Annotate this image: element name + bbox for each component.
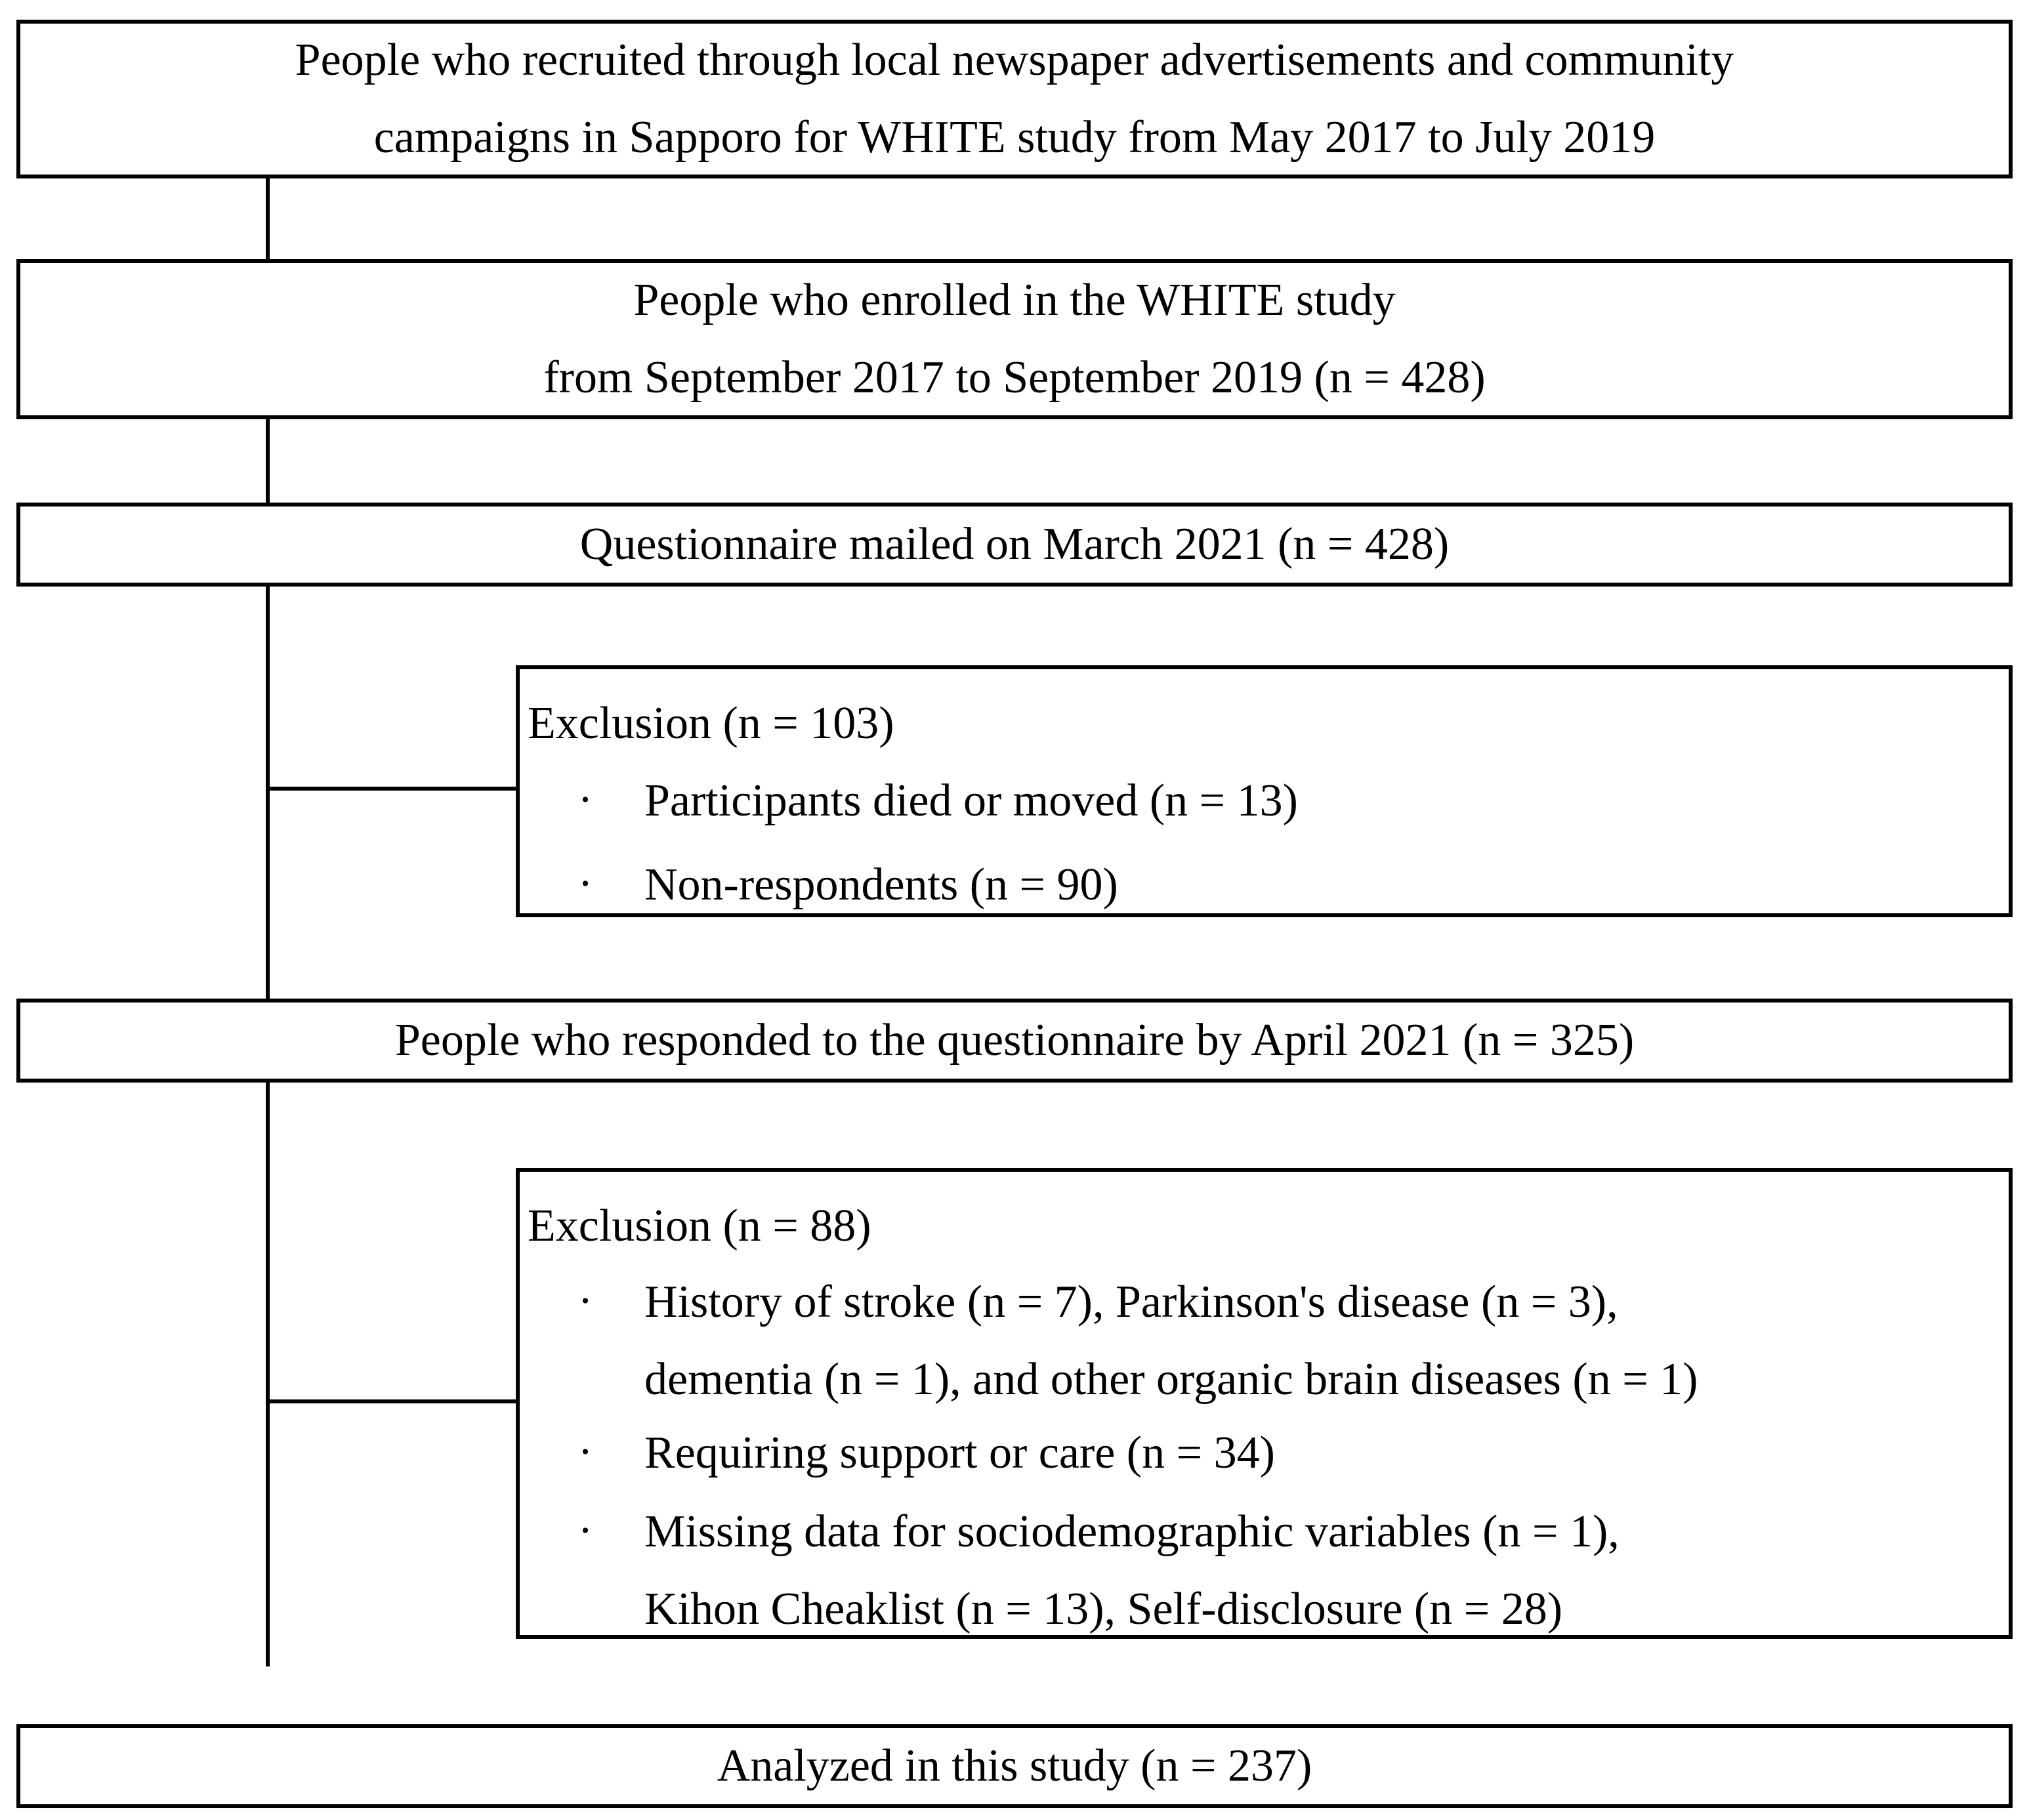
connector-main-trunk bbox=[266, 583, 270, 1666]
bullet-dot-icon: ・ bbox=[571, 869, 600, 901]
exclusion-1-item-2 bbox=[571, 846, 1118, 924]
exclusion-2-item-1 bbox=[571, 1264, 1698, 1418]
box-exclusion-2 bbox=[516, 1168, 2013, 1639]
exclusion-1-item-1-line-1: Participants died or moved (n = 13) bbox=[644, 776, 1298, 826]
exclusion-2-item-3-line-2: Kihon Cheaklist (n = 13), Self-disclosure (n = 28) bbox=[644, 1584, 1563, 1634]
connector-branch-exclusion2 bbox=[266, 1399, 519, 1403]
bullet-dot-icon: ・ bbox=[571, 1437, 600, 1469]
exclusion-2-item-2-line-1: Requiring support or care (n = 34) bbox=[644, 1428, 1275, 1478]
bullet-dot-icon: ・ bbox=[571, 785, 600, 817]
box-responded-line1: People who responded to the questionnaire by April 2021 (n = 325) bbox=[394, 1015, 1635, 1065]
exclusion-1-item-2-line-1: Non-respondents (n = 90) bbox=[644, 859, 1118, 910]
connector-enrolled-mailed bbox=[266, 416, 270, 505]
connector-branch-exclusion1 bbox=[266, 787, 519, 791]
box-mailed bbox=[16, 503, 2013, 587]
box-recruited-line1: People who recruited through local newspaper advertisements and community bbox=[295, 35, 1734, 85]
bullet-dot-icon: ・ bbox=[571, 1516, 600, 1548]
box-analyzed bbox=[16, 1724, 2013, 1808]
box-enrolled bbox=[16, 259, 2013, 419]
box-exclusion-1 bbox=[516, 665, 2013, 917]
exclusion-2-item-2 bbox=[571, 1415, 1275, 1492]
box-recruited-line2: campaigns in Sapporo for WHITE study from May 2017 to July 2019 bbox=[373, 112, 1656, 163]
box-responded bbox=[16, 999, 2013, 1083]
connector-recruited-enrolled bbox=[266, 175, 270, 262]
exclusion-2-item-3-line-1: Missing data for sociodemographic variables (n = 1), bbox=[644, 1506, 1620, 1557]
exclusion-2-item-1-line-2: dementia (n = 1), and other organic brain diseases (n = 1) bbox=[644, 1354, 1698, 1405]
bullet-dot-icon: ・ bbox=[571, 1286, 600, 1318]
exclusion-1-title: Exclusion (n = 103) bbox=[528, 698, 894, 749]
exclusion-2-title: Exclusion (n = 88) bbox=[528, 1201, 871, 1251]
box-mailed-line1: Questionnaire mailed on March 2021 (n = 428) bbox=[579, 519, 1450, 569]
exclusion-2-item-3 bbox=[571, 1493, 1620, 1648]
box-enrolled-line2: from September 2017 to September 2019 (n = 428) bbox=[543, 352, 1486, 403]
box-recruited bbox=[16, 20, 2013, 178]
exclusion-1-item-1 bbox=[571, 762, 1298, 840]
box-analyzed-line1: Analyzed in this study (n = 237) bbox=[717, 1741, 1312, 1791]
box-enrolled-line1: People who enrolled in the WHITE study bbox=[633, 275, 1396, 325]
exclusion-2-item-1-line-1: History of stroke (n = 7), Parkinson's disease (n = 3), bbox=[644, 1277, 1618, 1327]
